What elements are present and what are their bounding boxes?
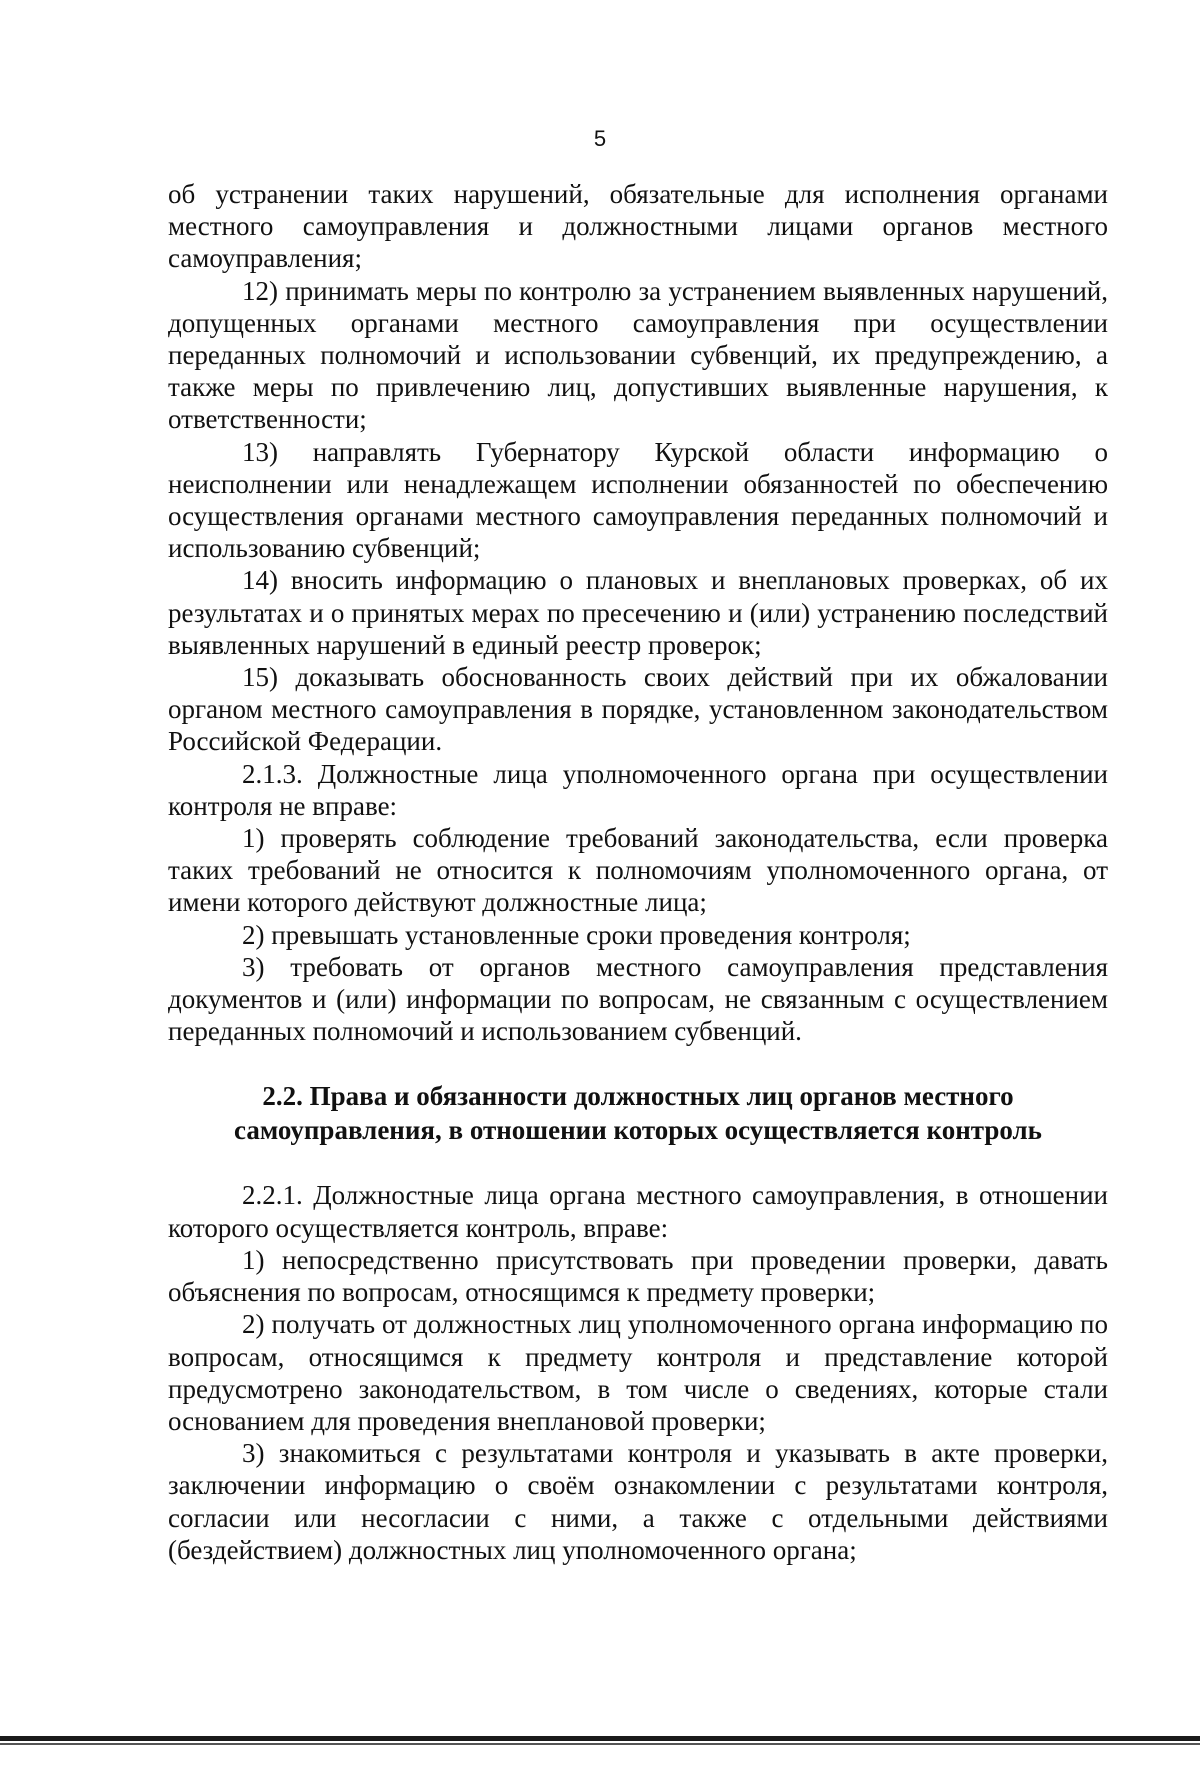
section-heading-line-1: 2.2. Права и обязанности должностных лиц органов местного	[262, 1081, 1014, 1112]
section-heading-line-2: самоуправления, в отношении которых осуществляется контроль	[234, 1115, 1042, 1146]
paragraph: 13) направлять Губернатору Курской области информацию о неисполнении или ненадлежащем исполнении обязанностей по обеспечению осуществления органами местного самоуправления переданных полномочий и использованию субвенций;	[168, 436, 1108, 564]
paragraph: 14) вносить информацию о плановых и внеплановых проверках, об их результатах и о принятых мерах по пресечению и (или) устранению последствий выявленных нарушений в единый реестр проверок;	[168, 565, 1108, 660]
paragraph: 2) получать от должностных лиц уполномоченного органа информацию по вопросам, относящимся к предмету контроля и представление которой предусмотрено законодательством, в том числе о сведениях, которые стали основанием для проведения внеплановой проверки;	[168, 1309, 1108, 1436]
document-body	[168, 178, 1108, 1566]
paragraph: 2.1.3. Должностные лица уполномоченного органа при осуществлении контроля не вправе:	[168, 758, 1108, 821]
paragraph: 15) доказывать обоснованность своих действий при их обжаловании органом местного самоуправления в порядке, установленном законодательством Российской Федерации.	[168, 662, 1108, 757]
paragraph: 3) требовать от органов местного самоуправления представления документов и (или) информации по вопросам, не связанным с осуществлением переданных полномочий и использованием субвенций.	[168, 951, 1108, 1047]
paragraph: 12) принимать меры по контролю за устранением выявленных нарушений, допущенных органами местного самоуправления при осуществлении переданных полномочий и использовании субвенций, их предупреждению, а также меры по привлечению лиц, допустивших выявленные нарушения, к ответственности;	[168, 275, 1108, 435]
paragraph: 1) проверять соблюдение требований законодательства, если проверка таких требований не относится к полномочиям уполномоченного органа, от имени которого действуют должностные лица;	[168, 823, 1108, 918]
paragraph: об устранении таких нарушений, обязательные для исполнения органами местного самоуправления и должностными лицами органов местного самоуправления;	[168, 179, 1108, 274]
paragraph: 3) знакомиться с результатами контроля и указывать в акте проверки, заключении информацию о своём ознакомлении с результатами контроля, согласии или несогласии с ними, а также с отдельными действиями (бездействием) должностных лиц уполномоченного органа;	[168, 1438, 1108, 1565]
scan-bottom-border	[0, 1736, 1200, 1741]
paragraph: 1) непосредственно присутствовать при проведении проверки, давать объяснения по вопросам, относящимся к предмету проверки;	[168, 1244, 1108, 1308]
paragraph: 2.2.1. Должностные лица органа местного самоуправления, в отношении которого осуществляется контроль, вправе:	[168, 1180, 1108, 1243]
page-number: 5	[593, 126, 607, 151]
section-heading	[168, 1079, 1108, 1147]
scan-bottom-border-shadow	[0, 1743, 1200, 1745]
paragraph: 2) превышать установленные сроки проведения контроля;	[242, 919, 911, 950]
